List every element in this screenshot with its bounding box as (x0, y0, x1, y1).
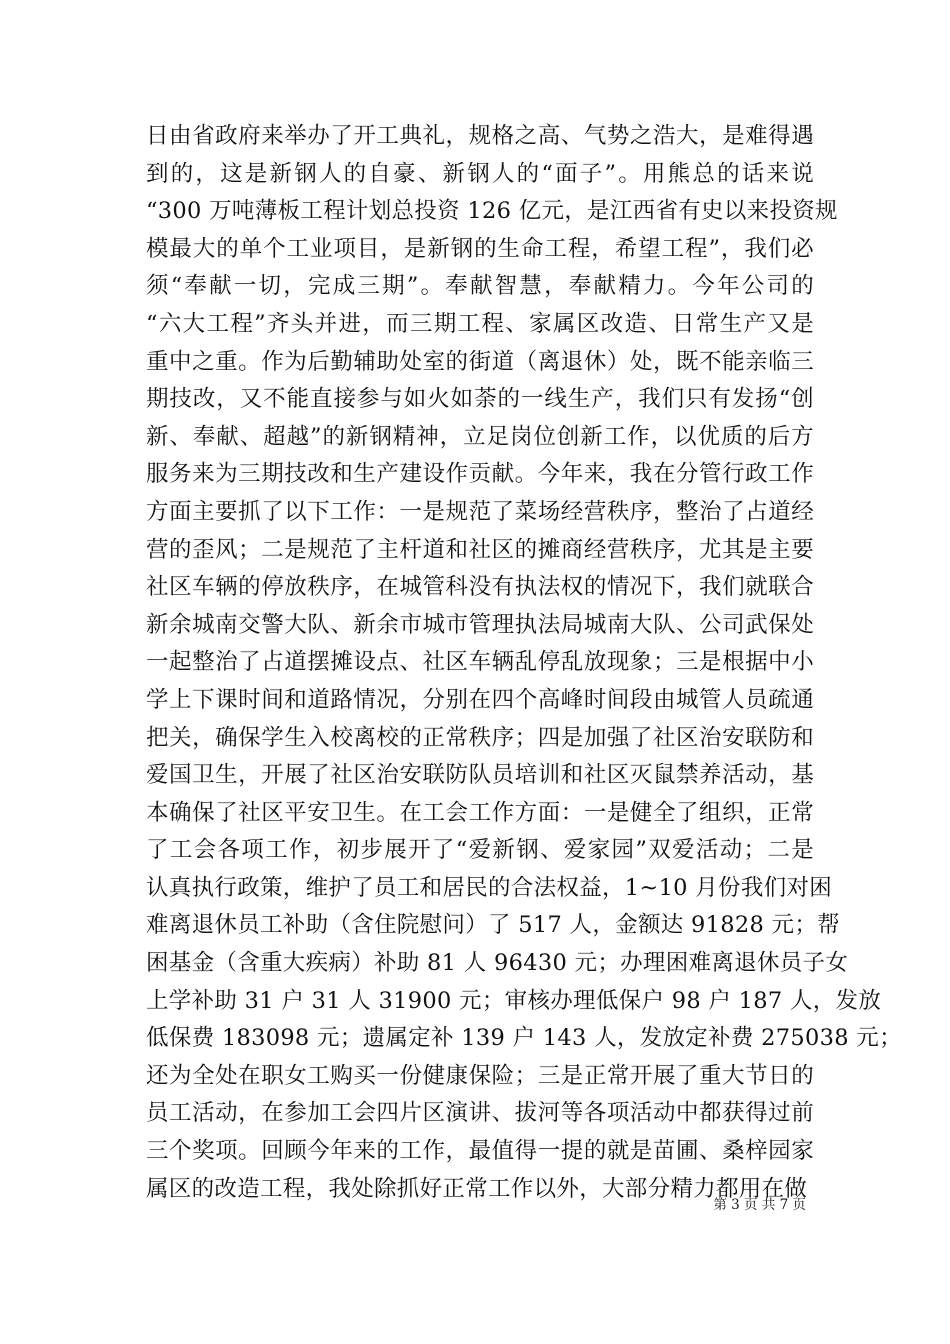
text-line: 到的，这是新钢人的自豪、新钢人的“面子”。用熊总的话来说 (146, 160, 814, 187)
text-line: 社区车辆的停放秩序，在城管科没有执法权的情况下，我们就联合 (146, 574, 814, 601)
text-line: 爱国卫生，开展了社区治安联防队员培训和社区灭鼠禁养活动，基 (146, 762, 814, 789)
text-line: 一起整治了占道摆摊设点、社区车辆乱停乱放现象；三是根据中小 (146, 649, 814, 676)
text-line: 把关，确保学生入校离校的正常秩序；四是加强了社区治安联防和 (146, 724, 814, 751)
page-number: 第 3 页 共 7 页 (713, 1197, 806, 1213)
text-line: 须“奉献一切，完成三期”。奉献智慧，奉献精力。今年公司的 (146, 273, 814, 300)
text-line: “300 万吨薄板工程计划总投资 126 亿元，是江西省有史以来投资规 (146, 198, 838, 225)
text-line: 难离退休员工补助（含住院慰问）了 517 人，金额达 91828 元；帮 (146, 912, 840, 939)
text-line: 服务来为三期技改和生产建设作贡献。今年来，我在分管行政工作 (146, 461, 814, 488)
text-line: 还为全处在职女工购买一份健康保险；三是正常开展了重大节日的 (146, 1062, 814, 1089)
text-line: 员工活动，在参加工会四片区演讲、拔河等各项活动中都获得过前 (146, 1100, 814, 1127)
body-text (146, 118, 902, 1208)
text-line: 学上下课时间和道路情况，分别在四个高峰时间段由城管人员疏通 (146, 686, 814, 713)
text-line: 方面主要抓了以下工作：一是规范了菜场经营秩序，整治了占道经 (146, 498, 814, 525)
text-line: 期技改，又不能直接参与如火如荼的一线生产，我们只有发扬“创 (146, 386, 814, 413)
text-line: 模最大的单个工业项目，是新钢的生命工程，希望工程”，我们必 (146, 235, 814, 262)
text-line: 重中之重。作为后勤辅助处室的街道（离退休）处，既不能亲临三 (146, 348, 814, 375)
text-line: 日由省政府来举办了开工典礼，规格之高、气势之浩大，是难得遇 (146, 123, 814, 149)
text-line: 上学补助 31 户 31 人 31900 元；审核办理低保户 98 户 187 人，发放 (146, 987, 882, 1014)
text-line: 营的歪风；二是规范了主杆道和社区的摊商经营秩序，尤其是主要 (146, 536, 814, 563)
text-line: 低保费 183098 元；遗属定补 139 户 143 人，发放定补费 275038 元； (146, 1025, 902, 1052)
text-line: 三个奖项。回顾今年来的工作，最值得一提的就是苗圃、桑梓园家 (146, 1138, 814, 1165)
text-line: 新余城南交警大队、新余市城市管理执法局城南大队、公司武保处 (146, 611, 814, 638)
text-line: 属区的改造工程，我处除抓好正常工作以外，大部分精力都用在做 (146, 1175, 808, 1202)
text-line: 新、奉献、超越”的新钢精神，立足岗位创新工作，以优质的后方 (146, 423, 814, 450)
text-line: 了工会各项工作，初步展开了“爱新钢、爱家园”双爱活动；二是 (146, 837, 814, 864)
text-line: “六大工程”齐头并进，而三期工程、家属区改造、日常生产又是 (146, 310, 814, 337)
text-line: 认真执行政策，维护了员工和居民的合法权益，1~10 月份我们对困 (146, 874, 833, 901)
text-line: 困基金（含重大疾病）补助 81 人 96430 元；办理困难离退休员子女 (146, 950, 849, 977)
text-line: 本确保了社区平安卫生。在工会工作方面：一是健全了组织，正常 (146, 799, 814, 826)
